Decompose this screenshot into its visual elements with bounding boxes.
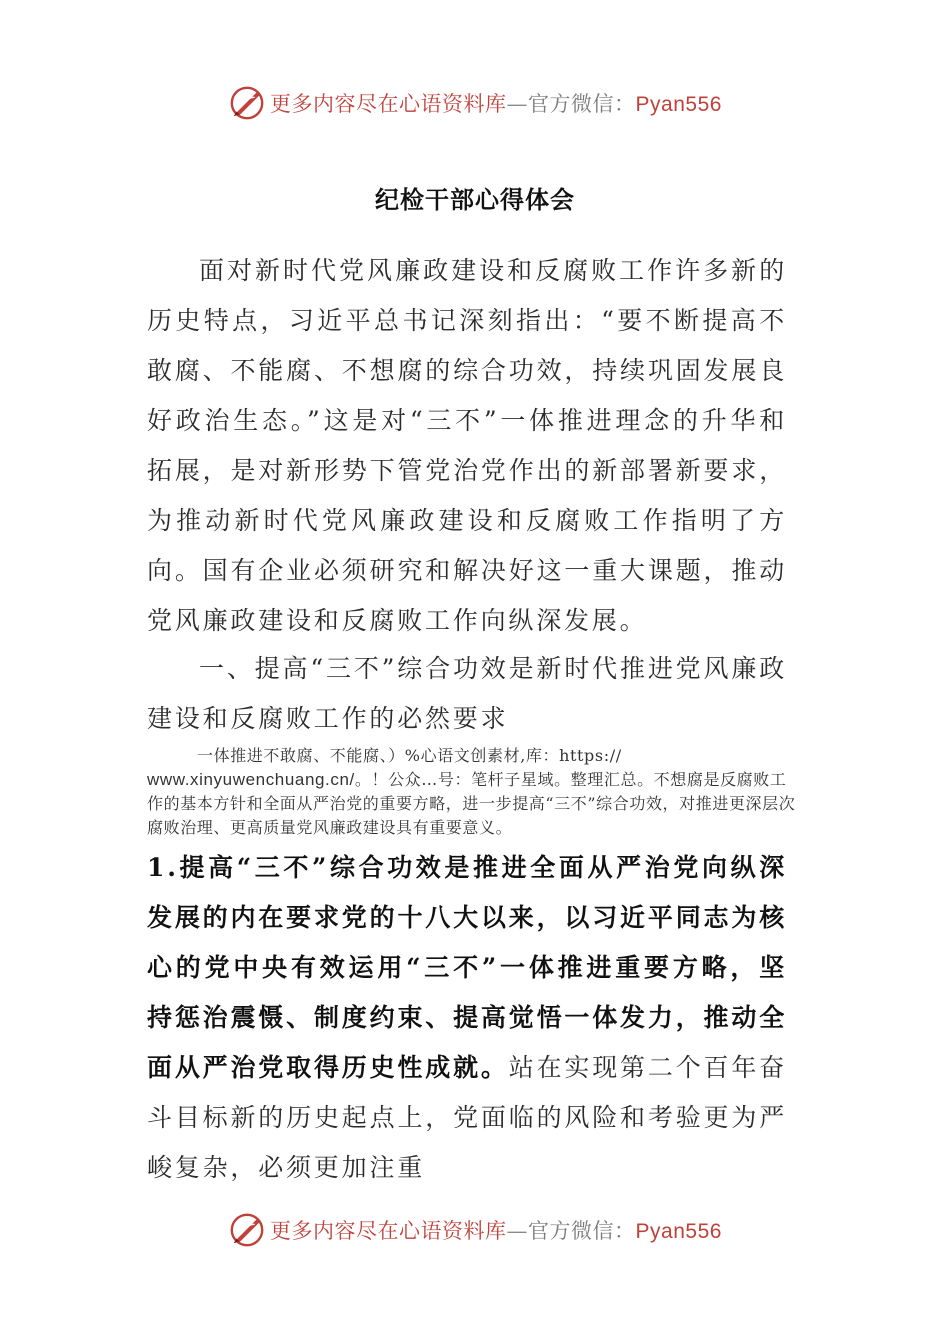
point-1-paragraph	[147, 843, 787, 1193]
banner-text	[270, 88, 722, 118]
point-1-body: 站在实现第二个百年奋斗目标新的历史起点上，党面临的风险和考验更为严峻复杂，必须更加注重	[147, 1053, 787, 1182]
note-text-1: 一体推进不敢腐、不能腐、）%心语文创素材,库：https://	[197, 746, 622, 765]
banner-text	[270, 1215, 722, 1245]
intro-paragraph: 面对新时代党风廉政建设和反腐败工作许多新的历史特点，习近平总书记深刻指出：“要不断提高不敢腐、不能腐、不想腐的综合功效，持续巩固发展良好政治生态。”这是对“三不”一体推进理念的升华和拓展，是对新形势下管党治党作出的新部署新要求，为推动新时代党风廉政建设和反腐败工作指明了方向。国有企业必须研究和解决好这一重大课题，推动党风廉政建设和反腐败工作向纵深发展。	[147, 256, 787, 635]
banner-site-name: 更多内容尽在心语资料库	[270, 92, 507, 116]
banner-wechat-id: Pyan556	[635, 1220, 722, 1243]
note-text-2: 。！公众…号：笔杆子星域。整理汇总。不想腐是反腐败工作的基本方针和全面从严治党的重要方略，进一步提高“三不”综合功效，对推进更深层次腐败治理、更高质量党风廉政建设具有重要意义。	[147, 770, 796, 837]
page-title: 纪检干部心得体会	[375, 185, 575, 214]
banner-wechat-label: 官方微信：	[528, 92, 636, 116]
pen-logo-icon	[228, 84, 266, 122]
pen-logo-icon	[228, 1211, 266, 1249]
banner-separator: —	[506, 92, 529, 116]
section-heading-1: 一、提高“三不”综合功效是新时代推进党风廉政建设和反腐败工作的必然要求	[147, 654, 787, 733]
note-url: www.xinyuwenchuang.cn/	[147, 770, 355, 789]
header-banner	[0, 83, 950, 123]
banner-site-name: 更多内容尽在心语资料库	[270, 1219, 507, 1243]
banner-wechat-id: Pyan556	[635, 93, 722, 116]
footer-banner	[0, 1210, 950, 1250]
point-1-heading: 1.提高“三不”综合功效是推进全面从严治党向纵深发展的内在要求党的十八大以来，以习近平同志为核心的党中央有效运用“三不”一体推进重要方略，坚持惩治震慑、制度约束、提高觉悟一体发力，推动全面从严治党取得历史性成就。	[147, 853, 787, 1082]
banner-separator: —	[506, 1219, 529, 1243]
banner-wechat-label: 官方微信：	[528, 1219, 636, 1243]
source-note	[147, 744, 797, 840]
